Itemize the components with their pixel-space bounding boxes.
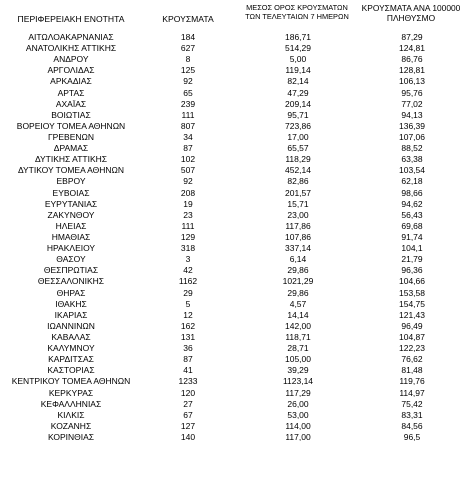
per-100k-cell: 76,62 — [401, 354, 423, 365]
cases-cell: 507 — [180, 165, 196, 176]
cases-cell: 140 — [180, 431, 196, 442]
header-cases-per-100k-line2: ΠΛΗΘΥΣΜΟ — [386, 13, 436, 23]
cases-cell: 5 — [185, 298, 191, 309]
table-row — [0, 121, 474, 132]
region-cell: ΘΑΣΟΥ — [56, 254, 86, 265]
per-100k-cell: 94,13 — [401, 109, 423, 120]
header-cases-per-100k-line1: ΚΡΟΥΣΜΑΤΑ ΑΝΑ 100000 — [361, 3, 461, 13]
per-100k-cell: 154,75 — [399, 298, 425, 309]
region-cell: ΚΙΛΚΙΣ — [57, 409, 85, 420]
per-100k-cell: 81,48 — [401, 365, 423, 376]
seven-day-average-cell: 28,71 — [287, 343, 309, 354]
per-100k-cell: 96,36 — [401, 265, 423, 276]
cases-cell: 36 — [183, 343, 193, 354]
table-row — [0, 332, 474, 343]
seven-day-average-cell: 29,86 — [287, 265, 309, 276]
cases-cell: 27 — [183, 398, 193, 409]
header-seven-day-average-line1: ΜΕΣΟΣ ΟΡΟΣ ΚΡΟΥΣΜΑΤΩΝ — [246, 3, 348, 12]
seven-day-average-cell: 47,29 — [287, 87, 309, 98]
region-cell: ΚΑΛΥΜΝΟΥ — [47, 343, 95, 354]
per-100k-cell: 114,97 — [399, 387, 425, 398]
table-row — [0, 310, 474, 321]
region-cell: ΚΕΡΚΥΡΑΣ — [48, 387, 94, 398]
cases-cell: 42 — [183, 265, 193, 276]
region-cell: ΔΡΑΜΑΣ — [53, 143, 89, 154]
table-row — [0, 143, 474, 154]
region-cell: ΚΑΒΑΛΑΣ — [51, 331, 91, 342]
region-cell: ΘΗΡΑΣ — [56, 287, 86, 298]
region-cell: ΙΩΑΝΝΙΝΩΝ — [47, 320, 95, 331]
seven-day-average-cell: 53,00 — [287, 409, 309, 420]
seven-day-average-cell: 117,00 — [285, 431, 311, 442]
cases-cell: 318 — [180, 243, 196, 254]
seven-day-average-cell: 82,14 — [287, 76, 309, 87]
region-cell: ΚΟΖΑΝΗΣ — [50, 420, 92, 431]
cases-cell: 41 — [183, 365, 193, 376]
cases-cell: 131 — [180, 331, 196, 342]
table-body — [0, 32, 474, 443]
per-100k-cell: 104,87 — [399, 331, 425, 342]
table-row — [0, 354, 474, 365]
table-row — [0, 188, 474, 199]
table-row — [0, 243, 474, 254]
per-100k-cell: 63,38 — [401, 154, 423, 165]
region-cell: ΘΕΣΣΑΛΟΝΙΚΗΣ — [37, 276, 105, 287]
header-seven-day-average — [238, 3, 356, 21]
region-cell: ΑΡΤΑΣ — [57, 87, 85, 98]
seven-day-average-cell: 82,86 — [287, 176, 309, 187]
table-row — [0, 410, 474, 421]
region-cell: ΚΟΡΙΝΘΙΑΣ — [47, 431, 95, 442]
seven-day-average-cell: 723,86 — [285, 120, 311, 131]
seven-day-average-cell: 23,00 — [287, 209, 309, 220]
cases-cell: 208 — [180, 187, 196, 198]
seven-day-average-cell: 107,86 — [285, 231, 311, 242]
table-row — [0, 365, 474, 376]
cases-cell: 87 — [183, 354, 193, 365]
seven-day-average-cell: 1021,29 — [282, 276, 314, 287]
table-row — [0, 232, 474, 243]
region-cell: ΕΒΡΟΥ — [56, 176, 86, 187]
cases-cell: 65 — [183, 87, 193, 98]
cases-cell: 127 — [180, 420, 196, 431]
per-100k-cell: 77,02 — [401, 98, 423, 109]
per-100k-cell: 21,79 — [401, 254, 423, 265]
seven-day-average-cell: 117,86 — [285, 220, 311, 231]
region-cell: ΚΕΦΑΛΛΗΝΙΑΣ — [40, 398, 102, 409]
header-seven-day-average-line2: ΤΩΝ ΤΕΛΕΥΤΑΙΩΝ 7 ΗΜΕΡΩΝ — [245, 12, 349, 21]
seven-day-average-cell: 26,00 — [287, 398, 309, 409]
cases-cell: 19 — [183, 198, 193, 209]
seven-day-average-cell: 119,14 — [285, 65, 311, 76]
per-100k-cell: 103,54 — [399, 165, 425, 176]
region-cell: ΚΑΣΤΟΡΙΑΣ — [47, 365, 95, 376]
seven-day-average-cell: 452,14 — [285, 165, 311, 176]
region-cell: ΗΡΑΚΛΕΙΟΥ — [46, 243, 96, 254]
per-100k-cell: 87,29 — [401, 32, 423, 42]
seven-day-average-cell: 15,71 — [287, 198, 309, 209]
per-100k-cell: 75,42 — [401, 398, 423, 409]
region-cell: ΚΑΡΔΙΤΣΑΣ — [48, 354, 94, 365]
seven-day-average-cell: 105,00 — [285, 354, 311, 365]
per-100k-cell: 106,13 — [399, 76, 425, 87]
table-row — [0, 265, 474, 276]
per-100k-cell: 121,43 — [399, 309, 425, 320]
seven-day-average-cell: 1123,14 — [282, 376, 314, 387]
seven-day-average-cell: 6,14 — [289, 254, 307, 265]
cases-cell: 12 — [183, 309, 193, 320]
cases-cell: 34 — [183, 131, 193, 142]
cases-cell: 111 — [181, 109, 195, 120]
per-100k-cell: 104,1 — [401, 243, 423, 254]
table-row — [0, 154, 474, 165]
region-cell: ΗΜΑΘΙΑΣ — [51, 231, 91, 242]
seven-day-average-cell: 17,00 — [287, 131, 309, 142]
table-row — [0, 199, 474, 210]
cases-cell: 102 — [180, 154, 196, 165]
cases-cell: 129 — [180, 231, 196, 242]
region-cell: ΑΝΑΤΟΛΙΚΗΣ ΑΤΤΙΚΗΣ — [25, 43, 117, 54]
seven-day-average-cell: 4,57 — [289, 298, 307, 309]
per-100k-cell: 104,66 — [399, 276, 425, 287]
header-cases: ΚΡΟΥΣΜΑΤΑ — [162, 14, 214, 24]
header-region: ΠΕΡΙΦΕΡΕΙΑΚΗ ΕΝΟΤΗΤΑ — [17, 14, 125, 24]
cases-cell: 29 — [183, 287, 193, 298]
per-100k-cell: 56,43 — [401, 209, 423, 220]
table-row — [0, 399, 474, 410]
region-cell: ΑΝΔΡΟΥ — [53, 54, 89, 65]
per-100k-cell: 95,76 — [401, 87, 423, 98]
per-100k-cell: 69,68 — [401, 220, 423, 231]
cases-cell: 1233 — [178, 376, 198, 387]
region-cell: ΒΟΙΩΤΙΑΣ — [51, 109, 91, 120]
cases-cell: 184 — [180, 32, 196, 42]
table-row — [0, 421, 474, 432]
per-100k-cell: 84,56 — [401, 420, 423, 431]
table-row — [0, 88, 474, 99]
per-100k-cell: 119,76 — [399, 376, 425, 387]
table-row — [0, 254, 474, 265]
seven-day-average-cell: 186,71 — [285, 32, 311, 42]
cases-cell: 92 — [183, 176, 193, 187]
cases-cell: 120 — [180, 387, 196, 398]
region-cell: ΕΥΒΟΙΑΣ — [52, 187, 90, 198]
cases-cell: 87 — [183, 143, 193, 154]
table-row — [0, 165, 474, 176]
seven-day-average-cell: 14,14 — [287, 309, 309, 320]
table-row — [0, 99, 474, 110]
table-row — [0, 76, 474, 87]
table-row — [0, 343, 474, 354]
table-row — [0, 288, 474, 299]
per-100k-cell: 124,81 — [399, 43, 425, 54]
region-cell: ΓΡΕΒΕΝΩΝ — [48, 131, 94, 142]
seven-day-average-cell: 118,29 — [285, 154, 311, 165]
region-cell: ΑΧΑΪΑΣ — [55, 98, 87, 109]
cases-cell: 1162 — [178, 276, 198, 287]
per-100k-cell: 88,52 — [401, 143, 423, 154]
table-row — [0, 388, 474, 399]
per-100k-cell: 153,58 — [399, 287, 425, 298]
per-100k-cell: 96,5 — [403, 431, 421, 442]
table-row — [0, 376, 474, 387]
table-row — [0, 210, 474, 221]
per-100k-cell: 98,66 — [401, 187, 423, 198]
per-100k-cell: 107,06 — [399, 131, 425, 142]
per-100k-cell: 94,62 — [401, 198, 423, 209]
per-100k-cell: 136,39 — [399, 120, 425, 131]
cases-cell: 125 — [180, 65, 196, 76]
seven-day-average-cell: 209,14 — [285, 98, 311, 109]
seven-day-average-cell: 5,00 — [289, 54, 307, 65]
table-row — [0, 110, 474, 121]
region-cell: ΕΥΡΥΤΑΝΙΑΣ — [44, 198, 98, 209]
table-header — [0, 0, 474, 32]
per-100k-cell: 83,31 — [401, 409, 423, 420]
seven-day-average-cell: 65,57 — [287, 143, 309, 154]
cases-cell: 239 — [180, 98, 196, 109]
table-row — [0, 432, 474, 443]
seven-day-average-cell: 114,00 — [285, 420, 311, 431]
seven-day-average-cell: 201,57 — [285, 187, 311, 198]
cases-cell: 111 — [181, 220, 195, 231]
region-cell: ΙΚΑΡΙΑΣ — [54, 309, 88, 320]
seven-day-average-cell: 337,14 — [285, 243, 311, 254]
seven-day-average-cell: 142,00 — [285, 320, 311, 331]
seven-day-average-cell: 514,29 — [285, 43, 311, 54]
table-row — [0, 132, 474, 143]
table-row — [0, 65, 474, 76]
region-cell: ΑΡΚΑΔΙΑΣ — [50, 76, 92, 87]
seven-day-average-cell: 39,29 — [287, 365, 309, 376]
table-row — [0, 54, 474, 65]
seven-day-average-cell: 29,86 — [287, 287, 309, 298]
region-cell: ΑΡΓΟΛΙΔΑΣ — [47, 65, 95, 76]
seven-day-average-cell: 117,29 — [285, 387, 311, 398]
header-cases-per-100k — [355, 3, 467, 23]
table-row — [0, 299, 474, 310]
per-100k-cell: 86,76 — [401, 54, 423, 65]
per-100k-cell: 62,18 — [401, 176, 423, 187]
region-cell: ΚΕΝΤΡΙΚΟΥ ΤΟΜΕΑ ΑΘΗΝΩΝ — [11, 376, 131, 387]
cases-cell: 8 — [185, 54, 191, 65]
cases-cell: 807 — [180, 120, 196, 131]
per-100k-cell: 122,23 — [399, 343, 425, 354]
seven-day-average-cell: 95,71 — [287, 109, 309, 120]
cases-cell: 92 — [183, 76, 193, 87]
cases-cell: 162 — [180, 320, 196, 331]
table-row — [0, 221, 474, 232]
region-cell: ΔΥΤΙΚΗΣ ΑΤΤΙΚΗΣ — [34, 154, 108, 165]
region-cell: ΖΑΚΥΝΘΟΥ — [47, 209, 95, 220]
region-cell: ΘΕΣΠΡΩΤΙΑΣ — [43, 265, 99, 276]
table-row — [0, 176, 474, 187]
region-cell: ΒΟΡΕΙΟΥ ΤΟΜΕΑ ΑΘΗΝΩΝ — [16, 120, 126, 131]
table-row — [0, 43, 474, 54]
region-cell: ΑΙΤΩΛΟΑΚΑΡΝΑΝΙΑΣ — [28, 32, 114, 42]
region-cell: ΗΛΕΙΑΣ — [55, 220, 87, 231]
table-row — [0, 321, 474, 332]
cases-cell: 23 — [183, 209, 193, 220]
cases-cell: 67 — [183, 409, 193, 420]
per-100k-cell: 128,81 — [399, 65, 425, 76]
per-100k-cell: 96,49 — [401, 320, 423, 331]
region-cell: ΙΘΑΚΗΣ — [55, 298, 87, 309]
cases-cell: 3 — [185, 254, 191, 265]
per-100k-cell: 91,74 — [401, 231, 423, 242]
seven-day-average-cell: 118,71 — [285, 331, 311, 342]
table-row — [0, 276, 474, 287]
table-row — [0, 32, 474, 43]
region-cell: ΔΥΤΙΚΟΥ ΤΟΜΕΑ ΑΘΗΝΩΝ — [17, 165, 125, 176]
cases-cell: 627 — [180, 43, 196, 54]
